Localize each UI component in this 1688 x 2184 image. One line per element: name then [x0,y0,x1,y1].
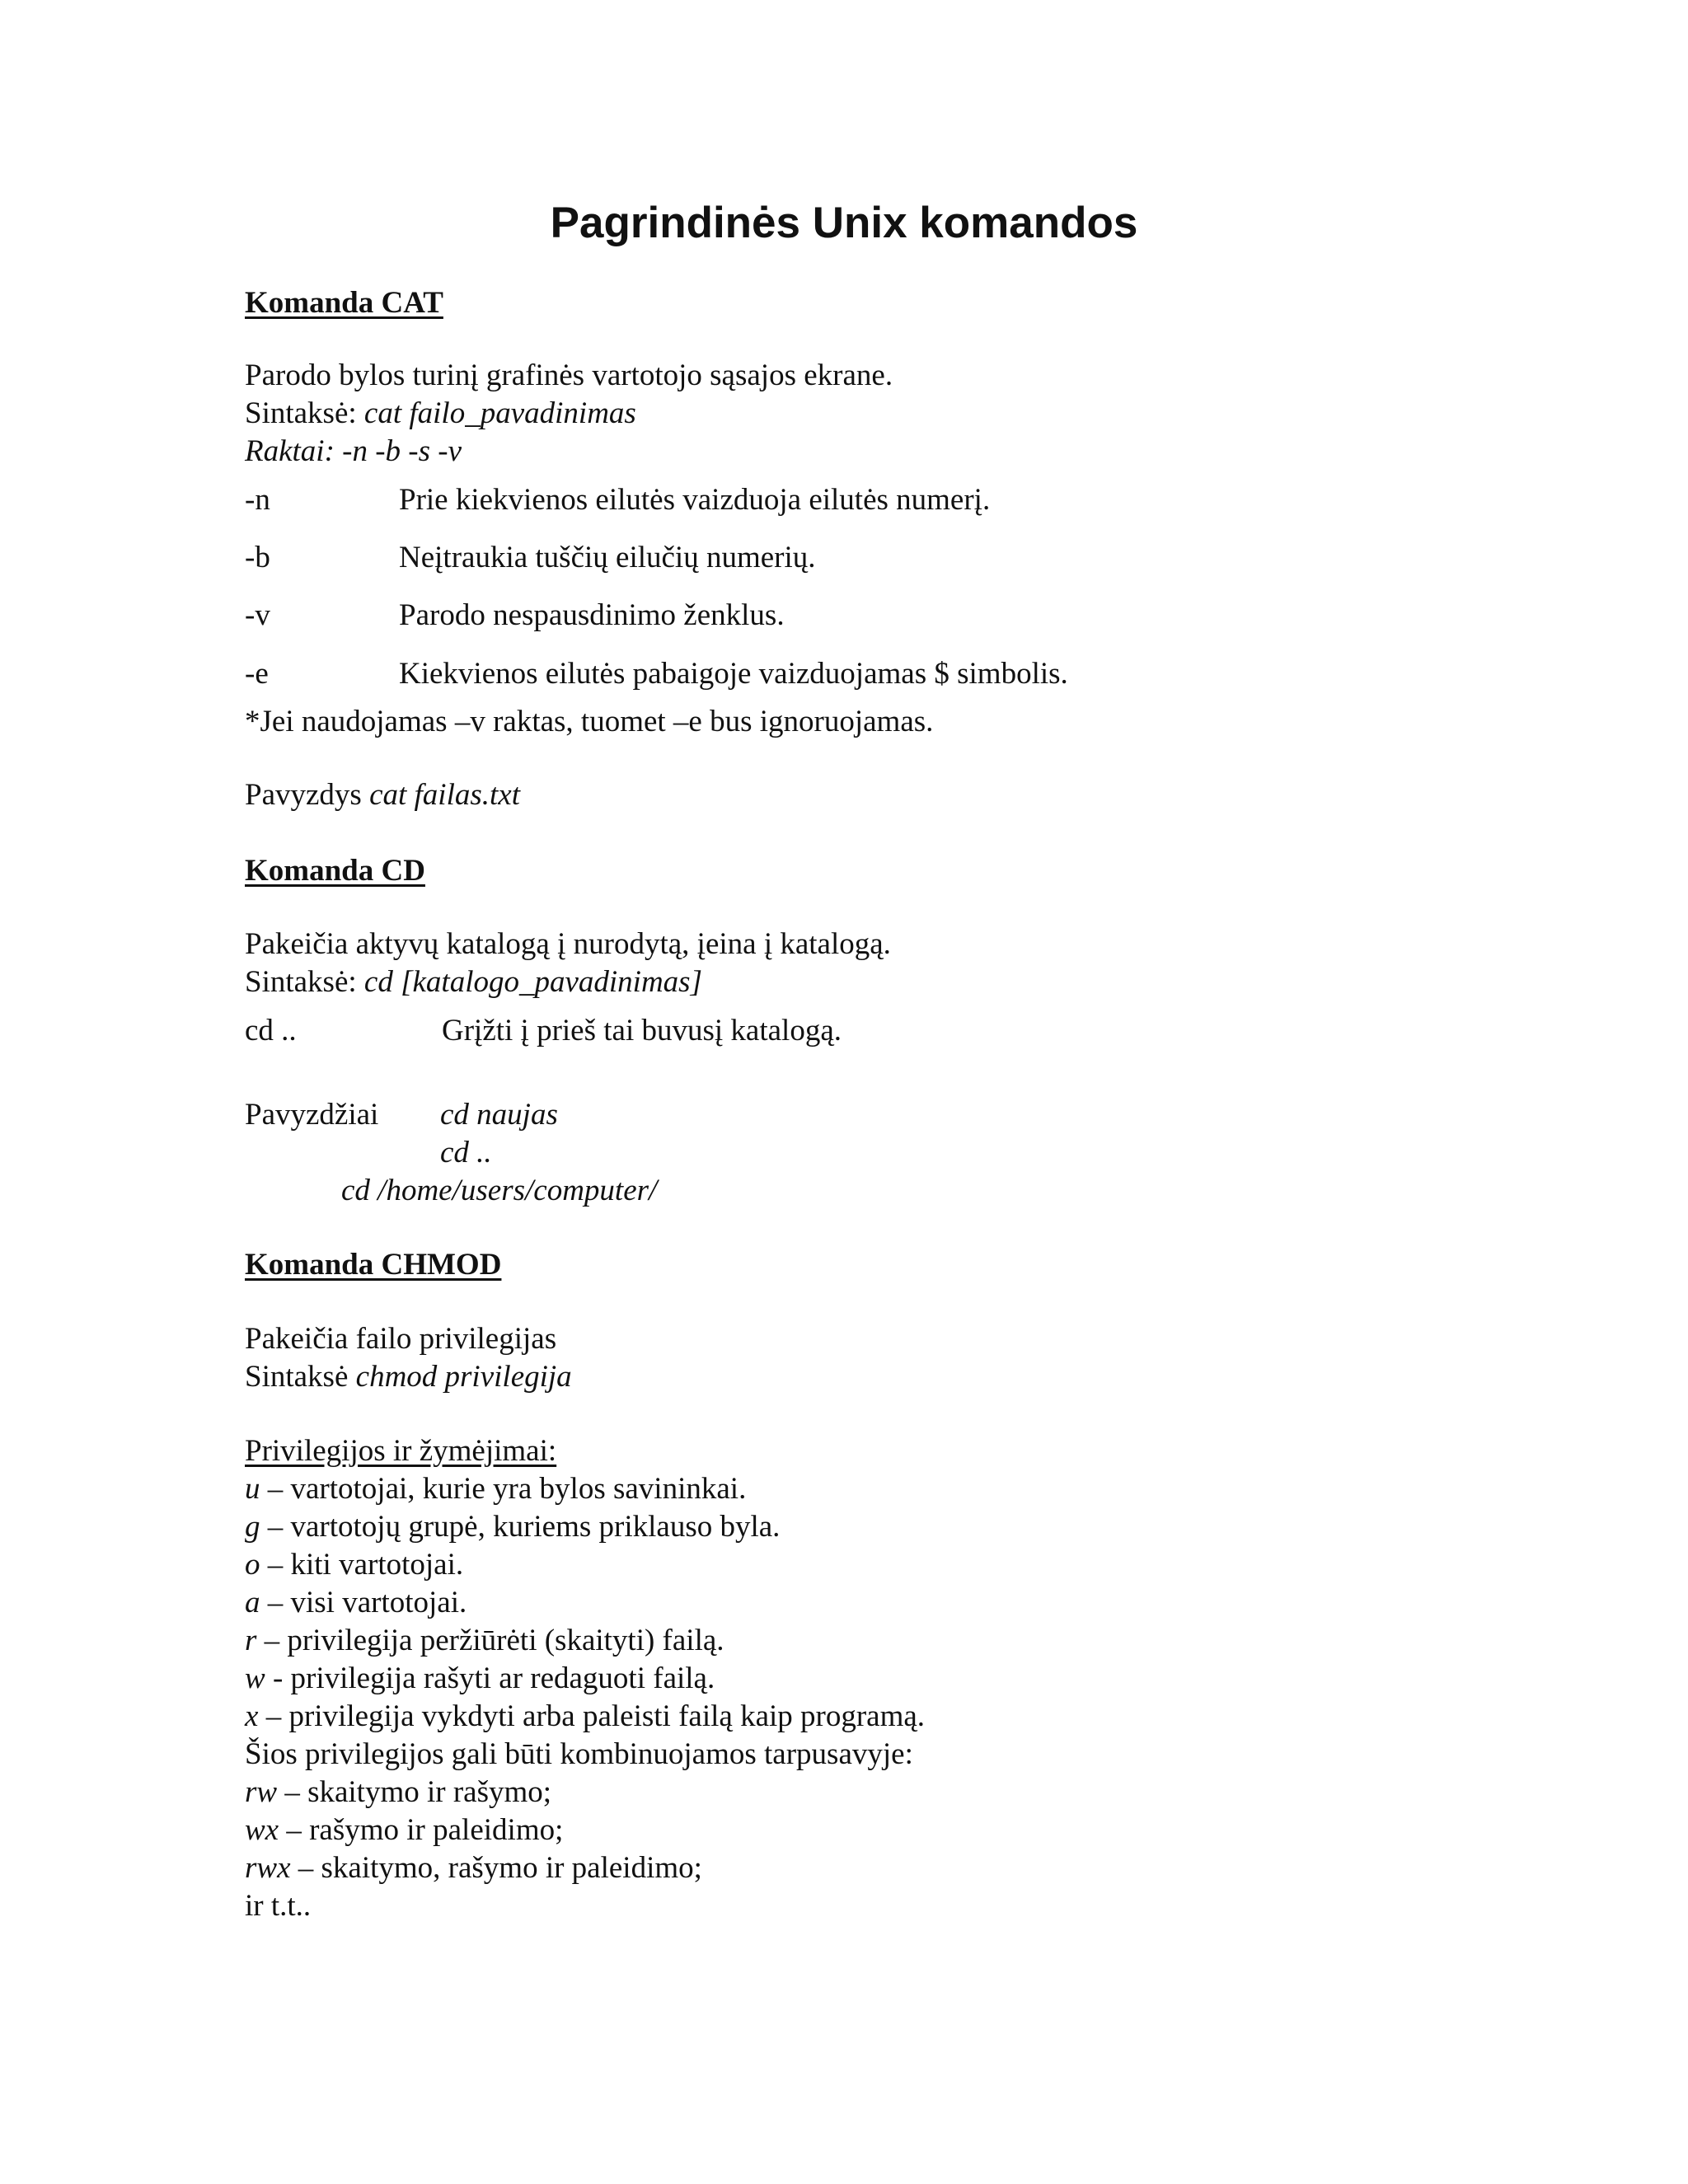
combo-text: – skaitymo, rašymo ir paleidimo; [290,1851,702,1885]
chmod-description: Pakeičia failo privilegijas [245,1322,557,1356]
privilege-symbol: w [245,1661,265,1695]
combo-text: – skaitymo ir rašymo; [277,1775,552,1809]
privilege-item [245,1546,463,1584]
privilege-item [245,1508,780,1546]
cat-example-label: Pavyzdys [245,778,370,812]
cat-example [245,776,520,814]
privilege-item [245,1470,746,1508]
cat-note: *Jei naudojamas –v raktas, tuomet –e bus ignoruojamas. [245,705,934,738]
etc-text: ir t.t.. [245,1889,312,1923]
combo-item [245,1811,563,1849]
privilege-text: – vartotojai, kurie yra bylos savininkai. [260,1472,747,1506]
privilege-text: – vartotojų grupė, kuriems priklauso byla. [260,1510,781,1544]
combo-symbol: rwx [245,1851,291,1885]
privilege-item [245,1698,925,1736]
privilege-text: – privilegija peržiūrėti (skaityti) failą. [256,1624,724,1657]
cat-syntax [245,395,636,433]
privilege-item [245,1622,724,1660]
privilege-symbol: r [245,1624,257,1657]
privilege-text: – kiti vartotojai. [260,1548,464,1582]
chmod-syntax-value: chmod privilegija [355,1360,572,1394]
cat-syntax-value: cat failo_pavadinimas [363,396,636,430]
cd-heading: Komanda CD [245,854,425,888]
cd-example: cd /home/users/computer/ [341,1174,658,1207]
combo-text: – rašymo ir paleidimo; [279,1813,564,1847]
privilege-item [245,1584,467,1622]
cat-option-text: Parodo nespausdinimo ženklus. [399,598,785,632]
privilege-item [245,1660,715,1698]
privilege-symbol: x [245,1699,259,1733]
privileges-heading: Privilegijos ir žymėjimai: [245,1434,557,1468]
privilege-symbol: a [245,1586,260,1619]
cat-keys-line: Raktai: -n -b -s -v [245,434,462,468]
privilege-symbol: g [245,1510,260,1544]
chmod-syntax-label: Sintaksė [245,1360,356,1394]
cd-examples-label: Pavyzdžiai [245,1098,379,1132]
privilege-text: – visi vartotojai. [260,1586,467,1619]
privilege-text: – privilegija vykdyti arba paleisti failą kaip programą. [258,1699,926,1733]
combo-symbol: rw [245,1775,278,1809]
privilege-symbol: u [245,1472,260,1506]
cd-option-text: Grįžti į prieš tai buvusį katalogą. [442,1014,842,1047]
chmod-syntax [245,1358,572,1396]
cat-syntax-label: Sintaksė: [245,396,364,430]
page-title: Pagrindinės Unix komandos [550,199,1138,247]
cat-heading: Komanda CAT [245,286,443,320]
privilege-text: - privilegija rašyti ar redaguoti failą. [265,1661,715,1695]
cat-option-key: -v [245,598,270,632]
cat-option-key: -b [245,541,270,574]
cat-option-text: Neįtraukia tuščių eilučių numerių. [399,541,816,574]
cd-option-key: cd .. [245,1014,297,1047]
cat-description: Parodo bylos turinį grafinės vartotojo sąsajos ekrane. [245,359,893,392]
cd-syntax-value: cd [katalogo_pavadinimas] [363,965,702,999]
cat-option-text: Prie kiekvienos eilutės vaizduoja eilutės numerį. [399,483,991,517]
combine-note: Šios privilegijos gali būti kombinuojamos tarpusavyje: [245,1737,913,1771]
combo-item [245,1774,551,1811]
privilege-symbol: o [245,1548,260,1582]
cat-option-key: -e [245,657,269,691]
cat-option-text: Kiekvienos eilutės pabaigoje vaizduojamas $ simbolis. [399,657,1068,691]
cd-syntax-label: Sintaksė: [245,965,364,999]
cat-example-value: cat failas.txt [369,778,521,812]
chmod-heading: Komanda CHMOD [245,1248,502,1282]
cd-description: Pakeičia aktyvų katalogą į nurodytą, įeina į katalogą. [245,927,891,961]
cd-syntax [245,963,702,1001]
cd-example: cd naujas [440,1098,558,1132]
combo-symbol: wx [245,1813,279,1847]
cat-option-key: -n [245,483,270,517]
cd-example: cd .. [440,1136,492,1169]
combo-item [245,1849,702,1887]
